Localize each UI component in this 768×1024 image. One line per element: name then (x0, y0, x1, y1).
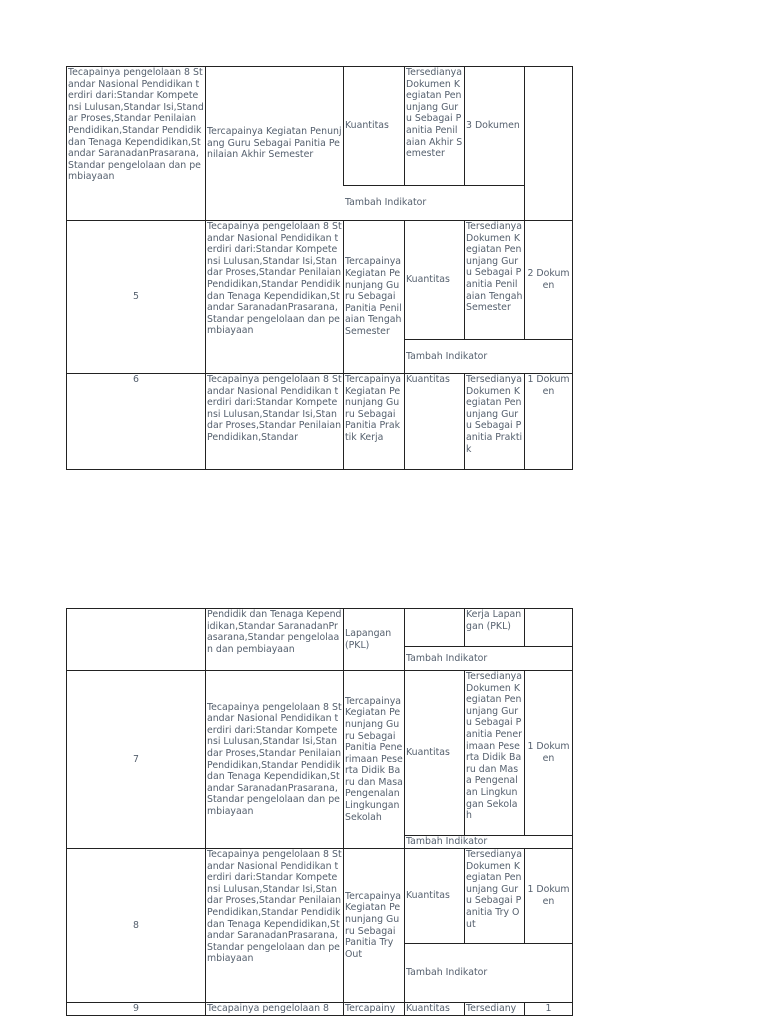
satuan-cell (344, 67, 404, 185)
indikator-cell: Tersediany (466, 1003, 517, 1014)
indikator-cell: Tersedianya Dokumen Kegiatan Penunjang Guru Sebagai Panitia Penerimaan Peserta Didik Baru dan Masa Pengenalan Lingkungan Sekolah (466, 671, 522, 822)
standard-text-cell: Tecapainya pengelolaan 8 Standar Nasional Pendidikan terdiri dari:Standar Kompetensi Lulusan,Standar Isi,Standar Proses,Standar Penilaian Pendidikan,Standar (207, 374, 342, 443)
satuan-text: Kuantitas (406, 890, 450, 902)
row-number: 7 (133, 753, 139, 765)
target-text: 2 Dokumen (527, 268, 570, 291)
sasaran-cell (344, 849, 404, 1002)
target-cell (525, 671, 572, 835)
sasaran-cell: Tercapainy (345, 1003, 396, 1014)
standard-text-cell: Tecapainya pengelolaan 8 Standar Nasional Pendidikan terdiri dari:Standar Kompetensi Lulusan,Standar Isi,Standar Proses,Standar Penilaian Pendidikan,Standar Pendidik dan Tenaga Kependidikan,Standar SaranadanPrasarana,Standar pengelolaan dan pembiayaan (207, 221, 342, 337)
satuan-cell: Kuantitas (406, 1003, 450, 1014)
target-text: 3 Dokumen (466, 120, 520, 132)
satuan-cell (405, 221, 464, 339)
sasaran-cell (206, 67, 343, 220)
tambah-indikator-link[interactable] (405, 340, 572, 373)
satuan-cell (405, 849, 464, 943)
tambah-indikator-link[interactable] (405, 944, 572, 1002)
row-number-cell (67, 221, 205, 373)
sasaran-cell (344, 221, 404, 373)
satuan-text: Kuantitas (345, 120, 389, 132)
satuan-cell (405, 671, 464, 835)
standard-text-cell (206, 671, 343, 848)
indikator-cell: Tersedianya Dokumen Kegiatan Penunjang Guru Sebagai Panitia Penilaian Akhir Semester (406, 67, 463, 160)
sasaran-cell: Tercapainya Kegiatan Penunjang Guru Sebagai Panitia Praktik Kerja (345, 374, 401, 443)
standard-text-cell: Tecapainya pengelolaan 8 Standar Nasional Pendidikan terdiri dari:Standar Kompetensi Lulusan,Standar Isi,Standar Proses,Standar Penilaian Pendidikan,Standar Pendidik dan Tenaga Kependidikan,Standar SaranadanPrasarana,Standar pengelolaan dan pembiayaan (68, 67, 204, 183)
indicator-table-part-1 (66, 66, 573, 470)
indikator-cell: Tersedianya Dokumen Kegiatan Penunjang Guru Sebagai Panitia Penilaian Tengah Semester (466, 221, 523, 314)
sasaran-text: Tercapainya Kegiatan Penunjang Guru Sebagai Panitia Penerimaan Peserta Didik Baru dan Masa Pengenalan Lingkungan Sekolah (345, 695, 403, 823)
target-text: 1 Dokumen (527, 741, 570, 764)
standard-text-cell: Pendidik dan Tenaga Kependidikan,Standar SaranadanPrasarana,Standar pengelolaan dan pembiayaan (207, 609, 342, 655)
row-number: 8 (133, 919, 139, 931)
row-number-cell (67, 849, 205, 1002)
satuan-text: Kuantitas (406, 747, 450, 759)
indikator-cell: Tersedianya Dokumen Kegiatan Penunjang Guru Sebagai Panitia Praktik (466, 374, 523, 455)
tambah-indikator-link[interactable] (405, 836, 572, 848)
tambah-indikator-label: Tambah Indikator (406, 836, 488, 848)
tambah-indikator-link[interactable] (405, 647, 572, 670)
row-number-cell: 6 (133, 374, 139, 385)
tambah-indikator-link[interactable] (344, 186, 525, 220)
target-cell: 1 (545, 1003, 552, 1014)
sasaran-text: Tercapainya Kegiatan Penunjang Guru Sebagai Panitia Try Out (345, 890, 401, 960)
indikator-cell: Kerja Lapangan (PKL) (466, 609, 522, 632)
standard-text-cell: Tecapainya pengelolaan 8 (207, 1003, 330, 1014)
target-cell (525, 849, 572, 943)
sasaran-cell (344, 671, 404, 848)
tambah-indikator-label: Tambah Indikator (406, 967, 488, 979)
indikator-cell: Tersedianya Dokumen Kegiatan Penunjang Guru Sebagai Panitia Try Out (466, 849, 522, 930)
target-cell: 1 Dokumen (527, 374, 570, 397)
tambah-indikator-label: Tambah Indikator (406, 652, 488, 664)
target-text: 1 Dokumen (527, 884, 570, 907)
standard-text-cell: Tecapainya pengelolaan 8 Standar Nasional Pendidikan terdiri dari:Standar Kompetensi Lulusan,Standar Isi,Standar Proses,Standar Penilaian Pendidikan,Standar Pendidik dan Tenaga Kependidikan,Standar SaranadanPrasarana,Standar pengelolaan dan pembiayaan (207, 849, 342, 965)
satuan-cell: Kuantitas (406, 374, 450, 385)
row-number-cell (67, 671, 205, 848)
sasaran-text: Tercapainya Kegiatan Penunjang Guru Sebagai Panitia Penilaian Akhir Semester (207, 126, 342, 161)
row-number-cell: 9 (133, 1003, 139, 1014)
row-number: 5 (133, 291, 139, 303)
target-cell (525, 221, 572, 339)
sasaran-cell (344, 609, 404, 670)
standard-text: Tecapainya pengelolaan 8 Standar Nasional Pendidikan terdiri dari:Standar Kompetensi Lulusan,Standar Isi,Standar Proses,Standar Penilaian Pendidikan,Standar Pendidik dan Tenaga Kependidikan,Standar SaranadanPrasarana,Standar pengelolaan dan pembiayaan (207, 701, 342, 817)
tambah-indikator-label: Tambah Indikator (406, 350, 488, 362)
tambah-indikator-label: Tambah Indikator (345, 197, 427, 209)
satuan-text: Kuantitas (406, 274, 450, 286)
sasaran-text: Lapangan (PKL) (345, 627, 392, 651)
indicator-table-part-2 (66, 608, 573, 1016)
target-cell (465, 67, 524, 185)
sasaran-text: Tercapainya Kegiatan Penunjang Guru Sebagai Panitia Penilaian Tengah Semester (345, 256, 402, 337)
